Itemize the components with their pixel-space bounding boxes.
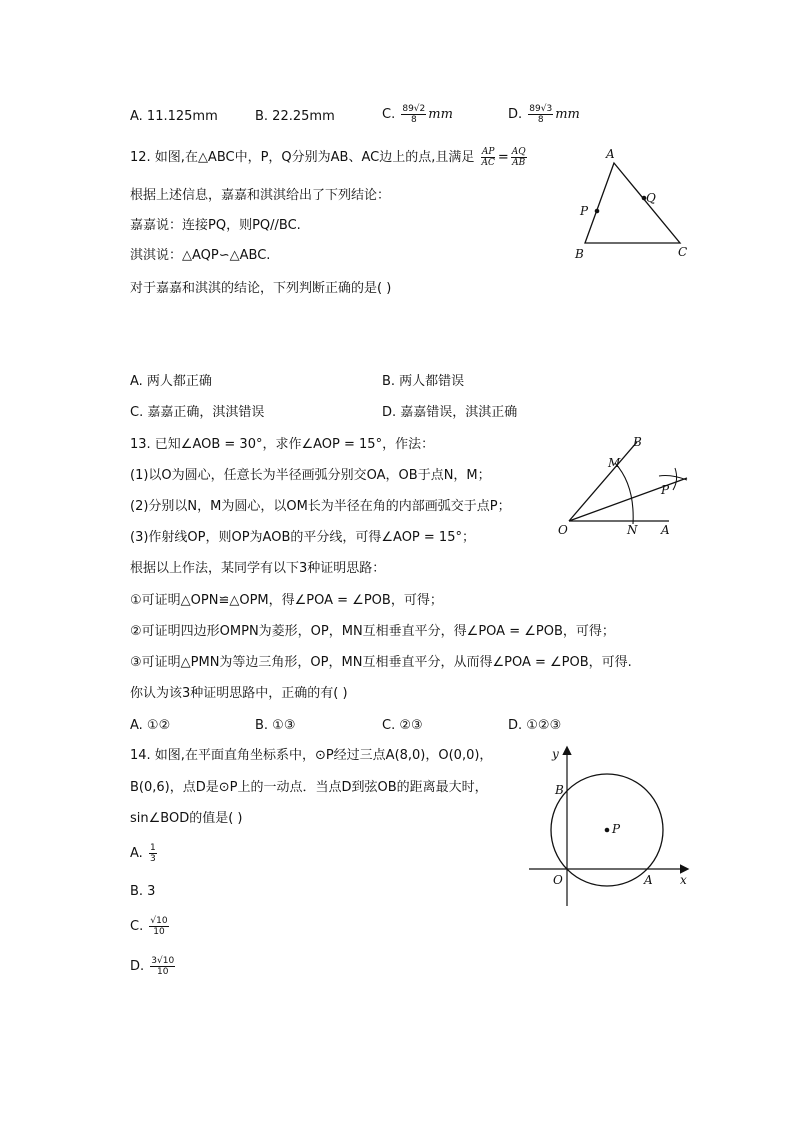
q14-option-c	[130, 916, 171, 937]
q11-option-a: A. 11.125mm	[130, 109, 218, 124]
triangle-abc	[585, 163, 680, 243]
q14-option-a-fraction	[149, 843, 157, 864]
q13-step-2: (2)分别以N，M为圆心，以OM长为半径在角的内部画弧交于点P；	[130, 499, 511, 514]
q12-option-b: B. 两人都错误	[382, 374, 465, 389]
q13-idea-1: ①可证明△OPN≌△OPM，得∠POA = ∠POB，可得；	[130, 593, 443, 608]
fraction-numerator: AP	[481, 147, 495, 157]
q14-option-b: B. 3	[130, 884, 156, 899]
q14-option-a	[130, 843, 159, 864]
q12-option-d: D. 嘉嘉错误，淇淇正确	[382, 405, 518, 420]
q13-step-1: (1)以O为圆心，任意长为半径画弧分别交OA，OB于点N，M；	[130, 468, 491, 483]
q12-stem-text: 12. 如图,在△ABC中，P，Q分别为AB、AC边上的点,且满足	[130, 150, 475, 165]
label-c: C	[678, 245, 688, 259]
label-b: B	[633, 435, 642, 449]
fraction-denominator: 8	[410, 115, 417, 125]
q13-question: 你认为该3种证明思路中，正确的有( )	[130, 686, 348, 701]
q14-stem: 14. 如图,在平面直角坐标系中，⊙P经过三点A(8,0)，O(0,0)，	[130, 748, 493, 763]
q12-fraction-1	[481, 147, 496, 168]
label-y: y	[552, 747, 559, 761]
unit: mm	[428, 107, 453, 122]
fraction-numerator: √10	[150, 916, 168, 926]
arc-from-n	[673, 468, 677, 490]
label-o: O	[553, 873, 563, 887]
fraction-numerator: 1	[149, 843, 156, 853]
label-n: N	[627, 523, 638, 537]
arc-mn	[615, 463, 633, 524]
fraction-denominator: AB	[512, 158, 526, 168]
label-b: B	[555, 783, 564, 797]
fraction-numerator: AQ	[511, 147, 526, 157]
label-x: x	[680, 873, 687, 887]
q11-option-d-fraction	[528, 104, 553, 125]
q12-option-c: C. 嘉嘉正确，淇淇错误	[130, 405, 265, 420]
q14-circle-figure	[525, 742, 695, 910]
q13-option-d: D. ①②③	[508, 718, 562, 733]
label-a: A	[661, 523, 670, 537]
fraction-denominator: AC	[481, 158, 495, 168]
q14-option-c-label: C.	[130, 919, 144, 934]
q12-stem	[130, 147, 529, 168]
fraction-denominator: 10	[153, 927, 165, 937]
q13-option-c: C. ②③	[382, 718, 423, 733]
q12-line-3: 嘉嘉说：连接PQ，则PQ//BC.	[130, 218, 301, 233]
q13-idea-2: ②可证明四边形OMPN为菱形，OP，MN互相垂直平分，得∠POA = ∠POB，可得；	[130, 624, 615, 639]
q11-option-b: B. 22.25mm	[255, 109, 335, 124]
q14-line-3: sin∠BOD的值是( )	[130, 811, 243, 826]
equals-sign: =	[497, 150, 509, 165]
q13-line-5: 根据以上作法，某同学有以下3种证明思路：	[130, 561, 386, 576]
q13-idea-3: ③可证明△PMN为等边三角形，OP，MN互相垂直平分，从而得∠POA = ∠POB，可得.	[130, 655, 632, 670]
q11-option-c-label: C.	[382, 107, 396, 122]
q13-option-a: A. ①②	[130, 718, 171, 733]
q12-line-5: 对于嘉嘉和淇淇的结论，下列判断正确的是( )	[130, 281, 392, 296]
label-m: M	[608, 456, 621, 470]
q12-line-4: 淇淇说：△AQP∽△ABC.	[130, 248, 271, 263]
q14-line-2: B(0,6)，点D是⊙P上的一动点．当点D到弦OB的距离最大时，	[130, 780, 488, 795]
q14-option-d-fraction	[150, 956, 175, 977]
label-o: O	[558, 523, 568, 537]
q14-option-a-label: A.	[130, 846, 143, 861]
fraction-denominator: 10	[157, 967, 169, 977]
unit: mm	[555, 107, 580, 122]
q11-option-c-fraction	[401, 104, 426, 125]
q12-triangle-figure	[570, 145, 700, 265]
fraction-numerator: 89√3	[529, 104, 553, 114]
fraction-numerator: 3√10	[151, 956, 175, 966]
label-a: A	[606, 147, 615, 161]
label-a: A	[644, 873, 653, 887]
q12-line-2: 根据上述信息，嘉嘉和淇淇给出了下列结论：	[130, 188, 391, 203]
q12-fraction-2	[511, 147, 527, 168]
label-b: B	[575, 247, 584, 261]
q14-option-d	[130, 956, 177, 977]
fraction-denominator: 3	[149, 854, 156, 864]
point-p	[605, 828, 610, 833]
label-p: P	[661, 483, 670, 497]
q11-option-d	[508, 104, 580, 125]
label-q: Q	[646, 191, 656, 205]
point-p	[595, 209, 600, 214]
q13-construction-figure	[555, 430, 695, 540]
fraction-denominator: 8	[537, 115, 544, 125]
q13-stem: 13. 已知∠AOB = 30°，求作∠AOP = 15°，作法：	[130, 437, 435, 452]
q13-option-b: B. ①③	[255, 718, 296, 733]
label-p: P	[580, 204, 589, 218]
fraction-numerator: 89√2	[402, 104, 426, 114]
q11-option-d-label: D.	[508, 107, 523, 122]
q14-option-d-label: D.	[130, 959, 145, 974]
q12-option-a: A. 两人都正确	[130, 374, 212, 389]
label-p: P	[612, 822, 621, 836]
q14-option-c-fraction	[149, 916, 168, 937]
q11-option-c	[382, 104, 453, 125]
q13-step-3: (3)作射线OP，则OP为AOB的平分线，可得∠AOP = 15°；	[130, 530, 475, 545]
